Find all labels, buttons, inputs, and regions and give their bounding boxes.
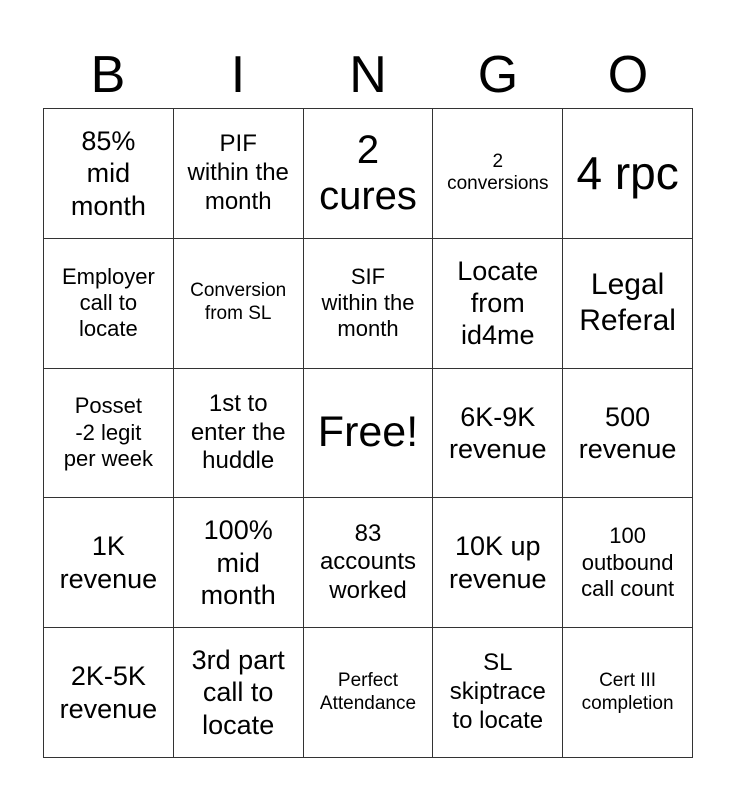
bingo-cell[interactable]: 2 conversions [433, 109, 563, 239]
header-letter-n: N [349, 46, 387, 104]
bingo-cell[interactable]: 100% mid month [174, 498, 304, 628]
bingo-cell[interactable]: 4 rpc [563, 109, 693, 239]
bingo-cell[interactable]: SIF within the month [304, 239, 434, 369]
bingo-cell[interactable]: 2K-5K revenue [44, 628, 174, 758]
bingo-cell[interactable]: SL skiptrace to locate [433, 628, 563, 758]
bingo-cell[interactable]: Locate from id4me [433, 239, 563, 369]
bingo-cell[interactable]: Posset -2 legit per week [44, 369, 174, 499]
bingo-cell[interactable]: Employer call to locate [44, 239, 174, 369]
bingo-cell[interactable]: PIF within the month [174, 109, 304, 239]
bingo-cell[interactable]: 100 outbound call count [563, 498, 693, 628]
bingo-cell[interactable]: 1K revenue [44, 498, 174, 628]
bingo-cell[interactable]: Legal Referal [563, 239, 693, 369]
bingo-cell[interactable]: 2 cures [304, 109, 434, 239]
header-letter-b: B [90, 46, 126, 104]
bingo-cell[interactable]: 1st to enter the huddle [174, 369, 304, 499]
bingo-cell[interactable]: 10K up revenue [433, 498, 563, 628]
bingo-cell[interactable]: 83 accounts worked [304, 498, 434, 628]
bingo-cell[interactable]: Cert III completion [563, 628, 693, 758]
header-letter-g: G [477, 46, 519, 104]
header-letter-i: I [230, 46, 246, 104]
bingo-cell[interactable]: 3rd part call to locate [174, 628, 304, 758]
bingo-cell[interactable]: 85% mid month [44, 109, 174, 239]
bingo-board [43, 108, 693, 758]
bingo-cell[interactable]: Perfect Attendance [304, 628, 434, 758]
bingo-cell[interactable]: 6K-9K revenue [433, 369, 563, 499]
bingo-cell[interactable]: 500 revenue [563, 369, 693, 499]
free-space-cell[interactable]: Free! [304, 369, 434, 499]
bingo-header [43, 42, 693, 108]
bingo-cell[interactable]: Conversion from SL [174, 239, 304, 369]
header-letter-o: O [607, 46, 649, 104]
